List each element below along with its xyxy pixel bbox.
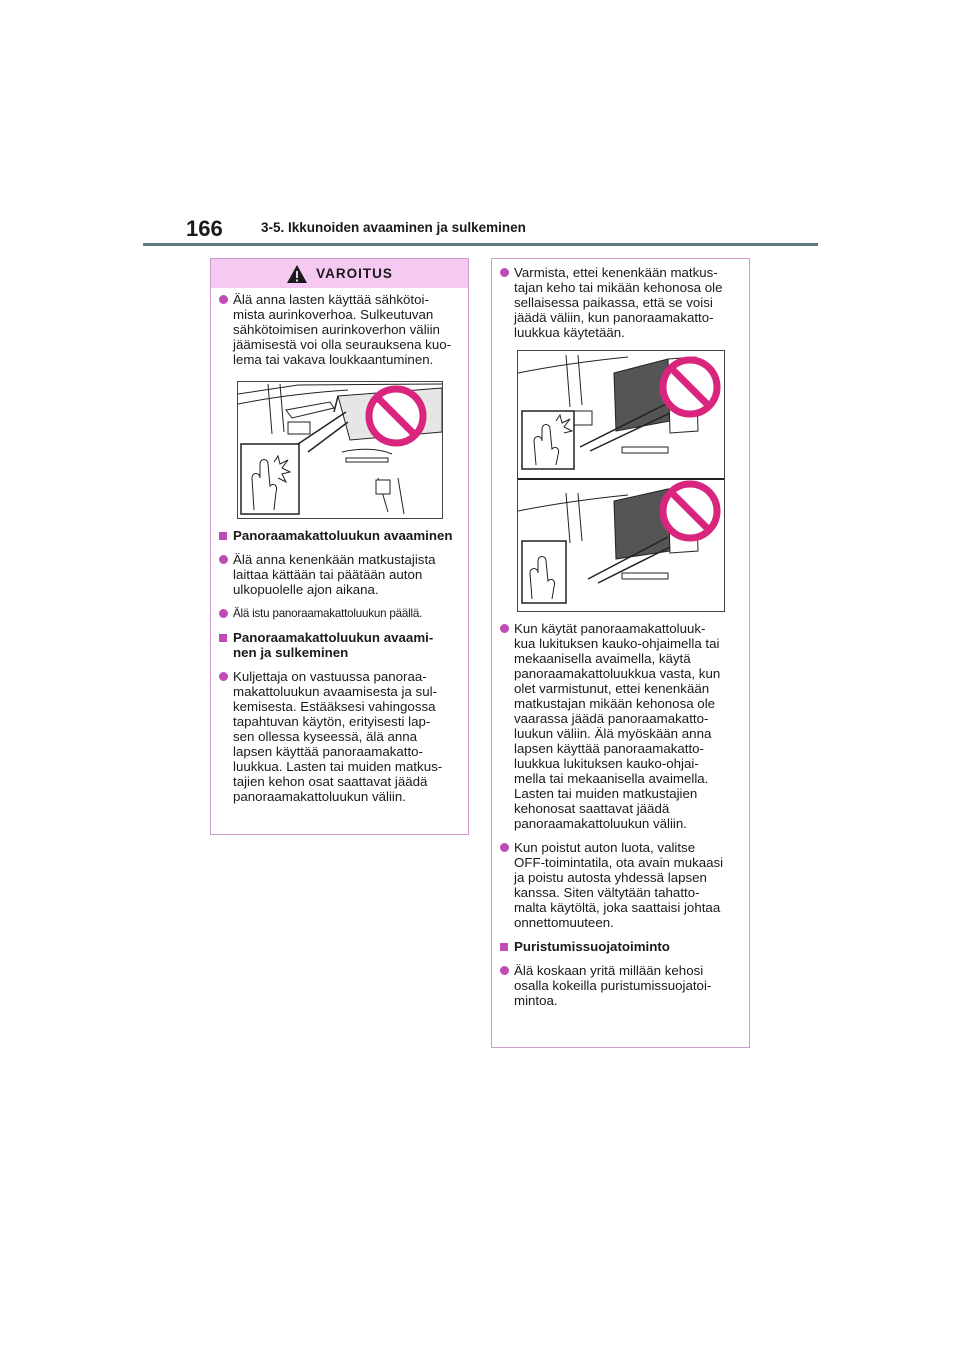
sunshade-illustration <box>238 382 442 518</box>
sunroof-illustration <box>518 351 724 611</box>
square-bullet-icon <box>219 634 227 642</box>
bullet-icon <box>219 609 228 618</box>
item-text: Kuljettaja on vastuussa panoraa- makattoluukun avaamisesta ja sul- kemisesta. Estääksesi vahingossa tapahtuvan käytön, erityisesti lap- sen ollessa kyseessä, älä anna lapsen käyttää panoraamakatto- luukkua. Lasten tai muiden matkus- tajien kehon osat saattavat jäädä panoraamakattoluukun väliin. <box>233 669 443 804</box>
warning-box-right <box>491 258 750 1048</box>
list-heading <box>217 630 462 660</box>
list-heading <box>498 939 743 954</box>
bullet-icon <box>219 555 228 564</box>
item-text: Varmista, ettei kenenkään matkus- tajan keho tai mikään kehonosa ole sellaisessa paikassa, että se voisi jäädä väliin, kun panoraamakatto- luukkua käytetään. <box>514 265 723 340</box>
header-rule <box>143 243 818 246</box>
warning-triangle-icon <box>286 264 308 284</box>
list-heading <box>217 528 462 543</box>
list-item <box>498 963 743 1008</box>
illustration-sunroof-hands <box>517 350 725 612</box>
item-text: Älä istu panoraamakattoluukun päällä. <box>233 607 423 620</box>
item-text: Älä anna lasten käyttää sähkötoi- mista aurinkoverhoa. Sulkeutuvan sähkötoimisen aurinkoverhon väliin jäämisestä voi olla seurauksena kuo- lema tai vakava loukkaantuminen. <box>233 292 452 367</box>
warning-title: VAROITUS <box>316 266 393 281</box>
bullet-icon <box>500 966 509 975</box>
section-title: 3-5. Ikkunoiden avaaminen ja sulkeminen <box>261 220 526 235</box>
heading-text: Panoraamakattoluukun avaaminen <box>233 528 453 543</box>
bullet-icon <box>500 268 509 277</box>
list-item <box>498 840 743 930</box>
bullet-icon <box>500 624 509 633</box>
square-bullet-icon <box>219 532 227 540</box>
item-text: Kun käytät panoraamakattoluuk- kua lukituksen kauko-ohjaimella tai mekaanisella avaimella, käytä panoraamakattoluukkua vasta, kun olet varmistunut, ettei kenenkään matkustajan mikään kehonosa ole vaarassa jäädä panoraamakatto- luukun väliin. Älä myöskään anna lapsen käyttää panoraamakatto- luukkua lukituksen kauko-ohjai- mella tai mekaanisella avaimella. Lasten tai muiden matkustajien kehonosat saattavat jäädä panoraamakattoluukun väliin. <box>514 621 721 831</box>
square-bullet-icon <box>500 943 508 951</box>
illustration-sunshade-hand <box>237 381 443 519</box>
item-text: Älä anna kenenkään matkustajista laittaa kättään tai päätään auton ulkopuolelle ajon aikana. <box>233 552 436 597</box>
item-text: Kun poistut auton luota, valitse OFF-toimintatila, ota avain mukaasi ja poistu autosta yhdessä lapsen kanssa. Siten vältytään tahatto- malta käytöltä, joka saattaisi johtaa onnettomuuteen. <box>514 840 724 930</box>
bullet-icon <box>219 295 228 304</box>
item-text: Älä koskaan yritä millään kehosi osalla kokeilla puristumissuojatoi- mintoa. <box>514 963 712 1008</box>
bullet-icon <box>219 672 228 681</box>
bullet-icon <box>500 843 509 852</box>
heading-text: Puristumissuojatoiminto <box>514 939 670 954</box>
warning-header <box>211 259 468 288</box>
list-item <box>217 292 462 367</box>
warning-box-left <box>210 258 469 835</box>
list-item <box>217 552 462 597</box>
list-item <box>498 621 743 831</box>
list-item <box>498 265 743 340</box>
list-item <box>217 606 462 621</box>
page-number: 166 <box>186 216 223 241</box>
list-item <box>217 669 462 804</box>
heading-text: Panoraamakattoluukun avaami- nen ja sulkeminen <box>233 630 434 660</box>
